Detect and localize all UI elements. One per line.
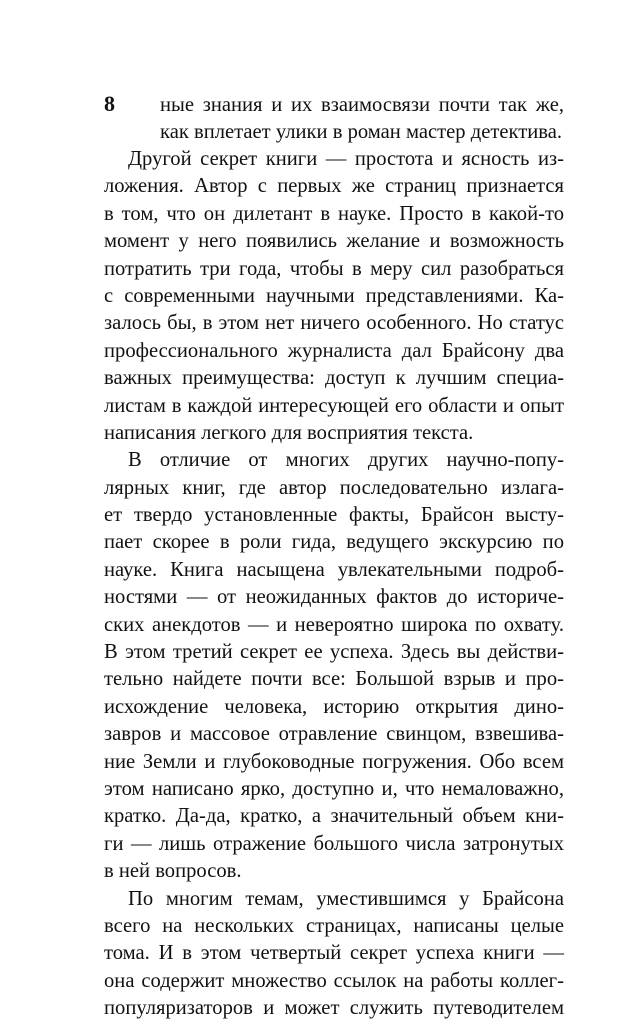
- text-line: лярных книг, где автор последовательно излага-: [104, 476, 564, 499]
- text-line: тельно найдете почти все: Большой взрыв и про-: [104, 668, 564, 691]
- text-line: важных преимущества: доступ к лучшим специа-: [104, 367, 564, 390]
- text-line: момент у него появились желание и возможность: [104, 230, 564, 253]
- body-text: [104, 146, 564, 1023]
- paragraph: [104, 146, 564, 447]
- text-line: ностями — от неожиданных фактов до историче-: [104, 586, 564, 609]
- text-line: завров и массовое отравление свинцом, взвешива-: [104, 723, 564, 746]
- text-line: ные знания и их взаимосвязи почти так же,: [160, 94, 564, 116]
- text-line: ги — лишь отражение большого числа затронутых: [104, 832, 564, 855]
- text-line: ние Земли и глубоководные погружения. Обо всем: [104, 750, 564, 773]
- text-line: тома. И в этом четвертый секрет успеха книги —: [104, 942, 564, 965]
- text-line: ложения. Автор с первых же страниц признается: [104, 175, 564, 198]
- text-line: По многим темам, уместившимся у Брайсона: [128, 887, 564, 910]
- text-line: в ней вопросов.: [104, 860, 242, 883]
- text-line: кратко. Да-да, кратко, а значительный объем кни-: [104, 805, 564, 828]
- text-line: этом написано ярко, доступно и, что немаловажно,: [104, 777, 564, 800]
- text-line: в том, что он дилетант в науке. Просто в какой-то: [104, 202, 564, 225]
- text-line: пает скорее в роли гида, ведущего экскурсию по: [104, 531, 564, 554]
- text-line: ет твердо установленные факты, Брайсон высту-: [104, 504, 564, 527]
- text-line: популяризаторов и может служить путеводителем: [104, 997, 564, 1020]
- text-line: Другой секрет книги — простота и ясность из-: [128, 148, 564, 170]
- text-line: науке. Книга насыщена увлекательными подроб-: [104, 558, 564, 581]
- text-line: написания легкого для восприятия текста.: [104, 421, 474, 444]
- text-line: ских анекдотов — и невероятно широка по охвату.: [104, 613, 564, 636]
- paragraph: [104, 886, 564, 1023]
- text-line: В этом третий секрет ее успеха. Здесь вы действи-: [104, 641, 564, 664]
- page-number: 8: [104, 91, 115, 116]
- paragraph: [104, 447, 564, 885]
- continuation-text: [160, 92, 564, 147]
- text-line: залось бы, в этом нет ничего особенного. Но статус: [104, 312, 564, 335]
- text-line: потратить три года, чтобы в меру сил разобраться: [104, 257, 564, 280]
- text-line: исхождение человека, историю открытия дино-: [104, 695, 564, 718]
- text-line: она содержит множество ссылок на работы коллег-: [104, 969, 564, 992]
- text-line: В отличие от многих других научно-попу-: [128, 449, 564, 472]
- text-line: всего на нескольких страницах, написаны целые: [104, 914, 564, 937]
- text-line: листам в каждой интересующей его области и опыт: [104, 394, 564, 417]
- text-line: как вплетает улики в роман мастер детектива.: [160, 121, 562, 144]
- text-line: профессионального журналиста дал Брайсону два: [104, 339, 564, 362]
- text-line: с современными научными представлениями. Ка-: [104, 284, 564, 307]
